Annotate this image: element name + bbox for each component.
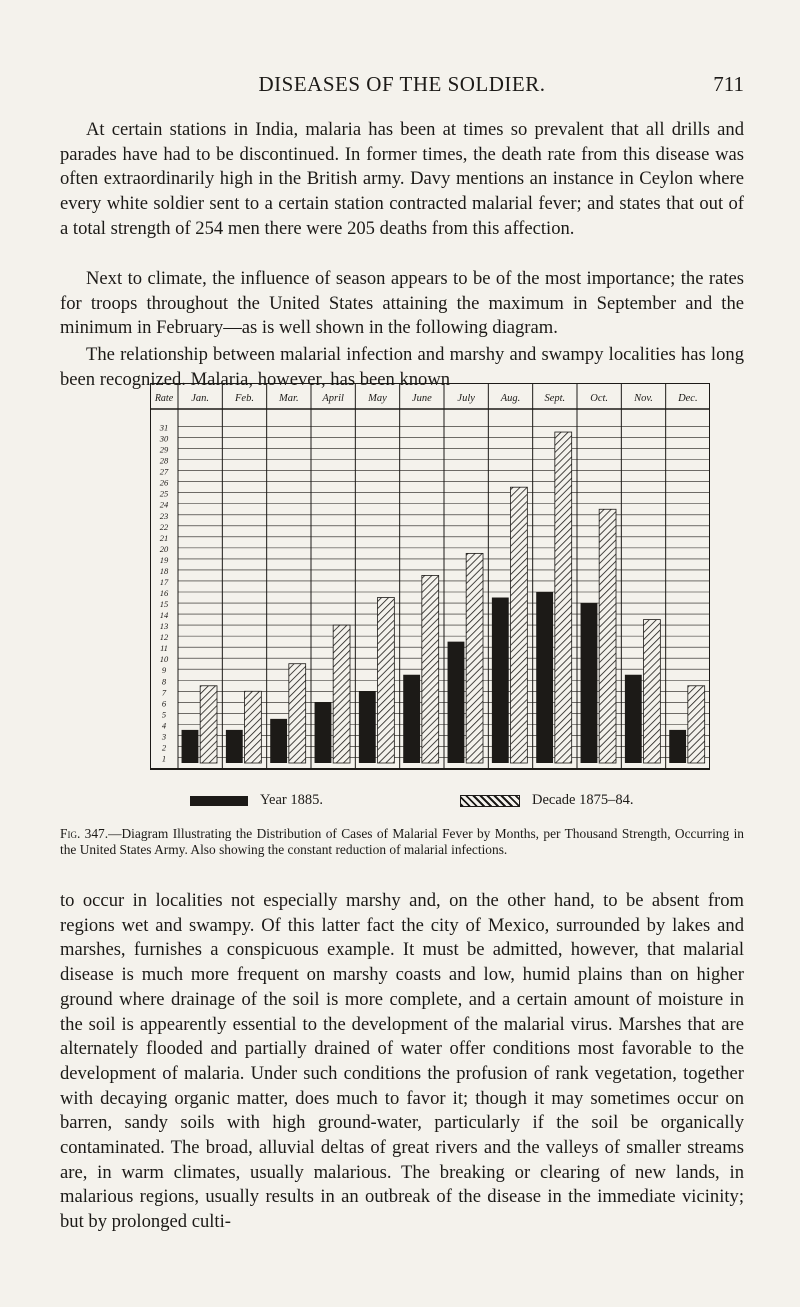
paragraph-season: Next to climate, the influence of season appears to be of the most importance; the rates for troops throughout the United States attaining the maximum in September and the minimum in February—as is well shown in the following diagram. bbox=[60, 268, 744, 339]
bar-year-1885 bbox=[359, 691, 376, 763]
bar-decade-1875-84 bbox=[289, 664, 306, 763]
bar-year-1885 bbox=[403, 675, 420, 763]
malaria-monthly-diagram bbox=[150, 383, 710, 783]
y-tick-label: 18 bbox=[159, 565, 169, 576]
bar-decade-1875-84 bbox=[200, 686, 217, 763]
bar-decade-1875-84 bbox=[511, 487, 528, 763]
y-tick-label: 7 bbox=[161, 687, 167, 698]
bar-year-1885 bbox=[226, 730, 243, 763]
bar-decade-1875-84 bbox=[555, 432, 572, 763]
bar-decade-1875-84 bbox=[245, 691, 262, 763]
y-tick-label: 17 bbox=[159, 576, 169, 587]
bar-year-1885 bbox=[625, 675, 642, 763]
month-label: June bbox=[411, 393, 432, 404]
y-tick-label: 30 bbox=[159, 433, 169, 444]
month-label: Dec. bbox=[678, 393, 698, 404]
bar-year-1885 bbox=[492, 598, 509, 763]
bar-year-1885 bbox=[270, 719, 287, 763]
legend-year-swatch bbox=[190, 796, 248, 806]
bar-decade-1875-84 bbox=[378, 598, 395, 763]
y-tick-label: 28 bbox=[159, 455, 169, 466]
legend-decade-swatch bbox=[460, 795, 520, 807]
figure-caption-text: —Diagram Illustrating the Distribution of Cases of Malarial Fever by Months, per Thousand Strength, Occurring in the United States Army. Also showing the constant reduction of malarial infections. bbox=[60, 826, 744, 857]
legend-decade-label: Decade 1875–84. bbox=[532, 792, 634, 808]
y-tick-label: 24 bbox=[159, 499, 169, 510]
paragraph-india-malaria: At certain stations in India, malaria has been at times so prevalent that all drills and parades have had to be discontinued. In former times, the death rate from this disease was often extraordinarily high in the British army. Davy mentions an instance in Ceylon where every white soldier sent to a certain station contracted malarial fever; and states that out of a total strength of 254 men there were 205 deaths from this affection. bbox=[60, 119, 744, 239]
y-tick-label: 15 bbox=[159, 599, 169, 610]
legend-decade bbox=[460, 792, 633, 809]
month-label: Feb. bbox=[235, 393, 254, 404]
month-label: Aug. bbox=[500, 393, 521, 404]
bar-year-1885 bbox=[448, 642, 465, 763]
y-tick-label: 9 bbox=[161, 665, 167, 676]
y-tick-label: 4 bbox=[161, 720, 167, 731]
bar-decade-1875-84 bbox=[466, 553, 483, 763]
y-tick-label: 6 bbox=[161, 698, 167, 709]
y-tick-label: 1 bbox=[161, 753, 167, 764]
chart-legend bbox=[190, 792, 730, 814]
page-header bbox=[60, 72, 744, 102]
month-label: Mar. bbox=[279, 393, 299, 404]
page-number: 711 bbox=[713, 72, 744, 96]
bar-year-1885 bbox=[581, 603, 598, 763]
bar-decade-1875-84 bbox=[599, 509, 616, 763]
y-tick-label: 25 bbox=[159, 488, 169, 499]
month-label: July bbox=[457, 393, 475, 404]
y-tick-label: 23 bbox=[159, 510, 169, 521]
legend-year-label: Year 1885. bbox=[260, 792, 323, 808]
bar-decade-1875-84 bbox=[644, 620, 661, 763]
rate-header: Rate bbox=[154, 393, 174, 404]
legend-year bbox=[190, 792, 323, 809]
y-tick-label: 27 bbox=[159, 466, 169, 477]
month-label: Jan. bbox=[191, 393, 210, 404]
bar-year-1885 bbox=[536, 592, 553, 763]
bar-year-1885 bbox=[315, 702, 332, 763]
y-tick-label: 2 bbox=[161, 742, 167, 753]
month-label: May bbox=[368, 393, 387, 404]
y-tick-label: 29 bbox=[159, 444, 169, 455]
y-tick-label: 21 bbox=[159, 532, 169, 543]
y-tick-label: 3 bbox=[161, 731, 167, 742]
month-label: April bbox=[322, 393, 344, 404]
y-tick-label: 8 bbox=[161, 676, 167, 687]
y-tick-label: 13 bbox=[159, 621, 169, 632]
month-label: Oct. bbox=[590, 393, 609, 404]
y-tick-label: 10 bbox=[159, 654, 169, 665]
running-title: DISEASES OF THE SOLDIER. bbox=[258, 72, 546, 96]
y-tick-label: 5 bbox=[161, 709, 167, 720]
figure-label: Fig. 347. bbox=[60, 826, 109, 841]
bar-year-1885 bbox=[182, 730, 199, 763]
bar-decade-1875-84 bbox=[688, 686, 705, 763]
y-tick-label: 22 bbox=[159, 521, 169, 532]
y-tick-label: 12 bbox=[159, 632, 169, 643]
y-tick-label: 26 bbox=[159, 477, 169, 488]
figure-caption bbox=[60, 826, 744, 858]
paragraph-marshy-localities: The relationship between malarial infection and marshy and swampy localities has long been recognized. Malaria, however, has been known bbox=[60, 344, 744, 390]
paragraph-continuation: to occur in localities not especially marshy and, on the other hand, to be absent from regions wet and swampy. Of this latter fact the city of Mexico, surrounded by lakes and marshes, furnishes a conspicuous example. It must be admitted, however, that malarial disease is much more frequent on marshy coasts and low, humid plains than on higher ground where drainage of the soil is more complete, and a certain amount of moisture in the soil is appearently essential to the development of the malarial virus. Marshes that are alternately flooded and partially drained of water offer conditions most favorable to the development of malaria. Under such conditions the profusion of rank vegetation, together with decaying organic matter, does much to favor it; though it may sometimes occur on barren, sandy soils with high ground-water, particularly if the soil be organically contaminated. The broad, alluvial deltas of great rivers and the valleys of smaller streams are, in warm climates, usually malarious. The breaking or clearing of new lands, in malarious regions, usually results in an outbreak of the disease in the immediate vicinity; but by prolonged culti- bbox=[60, 890, 744, 1233]
y-tick-label: 20 bbox=[159, 543, 169, 554]
bar-decade-1875-84 bbox=[333, 625, 350, 763]
y-tick-label: 14 bbox=[159, 610, 169, 621]
bar-decade-1875-84 bbox=[422, 575, 439, 763]
bar-year-1885 bbox=[669, 730, 686, 763]
y-tick-label: 11 bbox=[160, 643, 168, 654]
y-tick-label: 19 bbox=[159, 554, 169, 565]
month-label: Nov. bbox=[634, 393, 653, 404]
month-label: Sept. bbox=[544, 393, 566, 404]
y-tick-label: 31 bbox=[159, 422, 169, 433]
y-tick-label: 16 bbox=[159, 588, 169, 598]
